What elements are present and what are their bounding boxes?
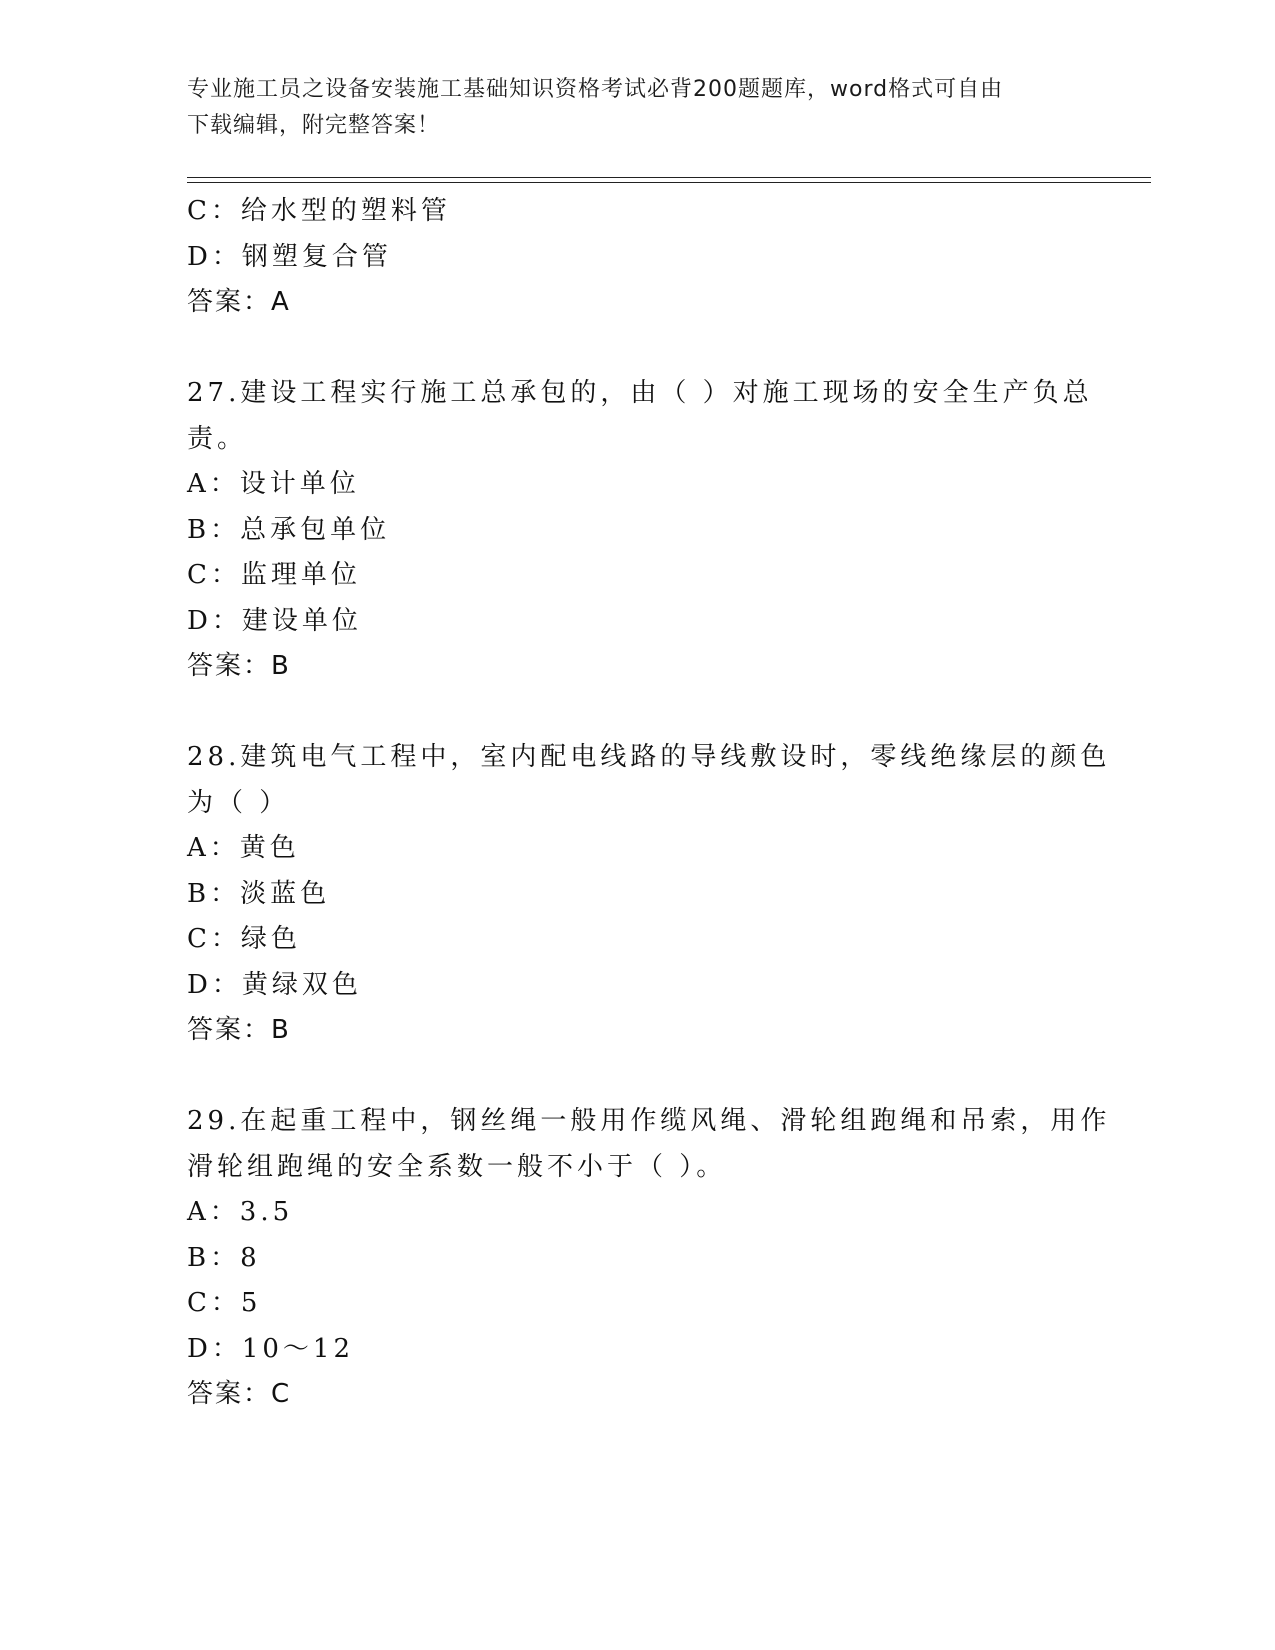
option-d: D：黄绿双色	[187, 969, 362, 1000]
option-a: A：黄色	[187, 833, 300, 863]
option-d: D：钢塑复合管	[187, 241, 392, 272]
continued-question	[187, 189, 1087, 326]
option-a: A：设计单位	[187, 469, 360, 499]
question-28	[187, 735, 1111, 1054]
option-d: D：建设单位	[187, 605, 362, 636]
header-line-1: 专业施工员之设备安装施工基础知识资格考试必背200题题库，word格式可自由	[187, 77, 1004, 102]
option-c: C：绿色	[187, 924, 301, 954]
option-c: C：监理单位	[187, 560, 361, 590]
option-c: C：5	[187, 1288, 262, 1318]
option-c: C：给水型的塑料管	[187, 196, 451, 226]
spacer	[187, 326, 1087, 372]
answer: 答案：C	[187, 1379, 292, 1409]
question-stem-line-1: 27.建设工程实行施工总承包的，由（ ）对施工现场的安全生产负总	[187, 378, 1093, 408]
header-divider-bottom	[187, 182, 1151, 183]
header-divider-top	[187, 177, 1151, 178]
question-stem-line-2: 责。	[187, 423, 248, 454]
question-stem-line-2: 滑轮组跑绳的安全系数一般不小于（ ）。	[187, 1151, 727, 1182]
spacer	[187, 690, 1087, 736]
question-stem-line-2: 为（ ）	[187, 787, 290, 818]
option-d: D：10～12	[187, 1333, 355, 1364]
answer: 答案：B	[187, 1015, 291, 1045]
answer: 答案：A	[187, 287, 291, 317]
question-27	[187, 371, 1093, 690]
option-b: B：淡蓝色	[187, 878, 331, 909]
answer: 答案：B	[187, 651, 291, 681]
option-b: B：总承包单位	[187, 514, 391, 545]
document-header	[187, 72, 1087, 144]
question-stem-line-1: 29.在起重工程中，钢丝绳一般用作缆风绳、滑轮组跑绳和吊索，用作	[187, 1106, 1111, 1136]
option-a: A：3.5	[187, 1197, 294, 1227]
question-content	[187, 189, 1111, 1418]
question-29	[187, 1099, 1111, 1418]
header-line-2: 下载编辑，附完整答案！	[187, 113, 441, 138]
spacer	[187, 1054, 1087, 1100]
question-stem-line-1: 28.建筑电气工程中，室内配电线路的导线敷设时，零线绝缘层的颜色	[187, 742, 1111, 772]
option-b: B：8	[187, 1242, 261, 1273]
